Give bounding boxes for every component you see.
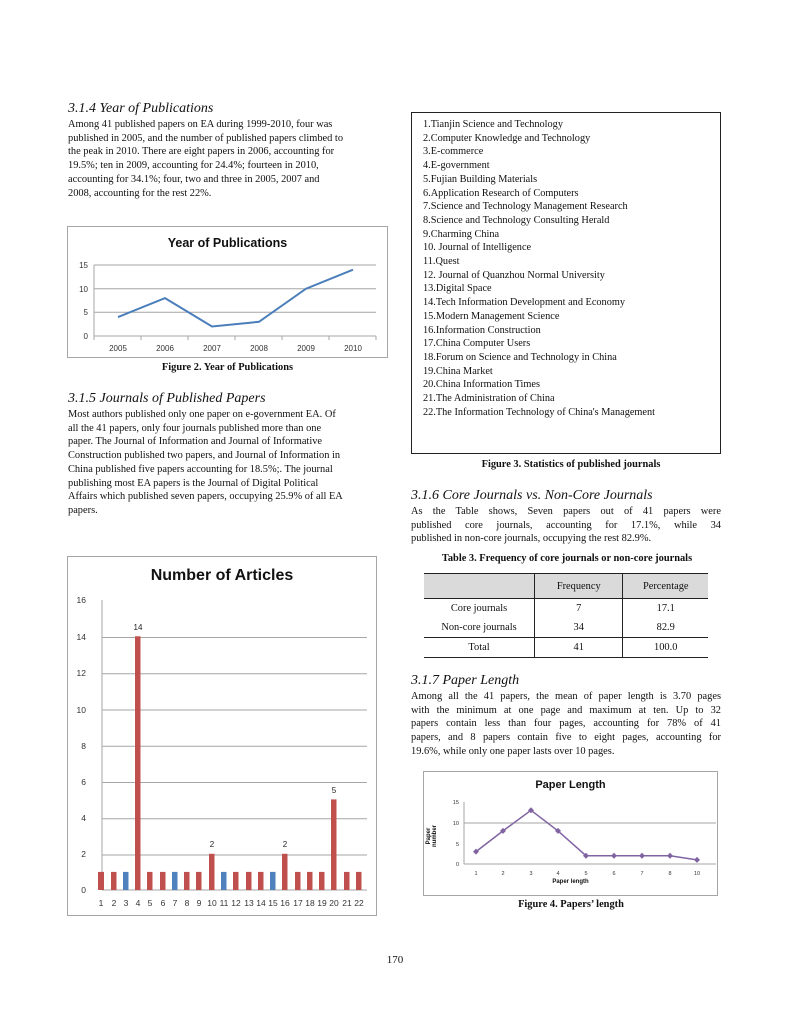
header-cell — [424, 574, 535, 599]
chart-title: Paper Length — [535, 779, 606, 791]
svg-text:1: 1 — [474, 871, 478, 877]
svg-text:8: 8 — [184, 898, 190, 908]
journal-item: 17.China Computer Users — [423, 338, 531, 350]
text-line: Affairs which published seven papers, occupying 25.9% of all EA — [68, 491, 343, 503]
line-chart-plot — [424, 772, 717, 895]
svg-text:16: 16 — [280, 898, 290, 908]
data-markers — [473, 807, 700, 863]
svg-text:13: 13 — [244, 898, 254, 908]
svg-text:16: 16 — [76, 595, 86, 605]
journal-item: 22.The Information Technology of China's Management — [423, 406, 655, 418]
svg-text:19: 19 — [317, 898, 327, 908]
journal-item: 21.The Administration of China — [423, 393, 555, 405]
svg-text:2: 2 — [81, 849, 86, 859]
journal-item: 9.Charming China — [423, 228, 500, 240]
svg-text:14: 14 — [256, 898, 266, 908]
svg-text:7: 7 — [172, 898, 178, 908]
journal-item: 12. Journal of Quanzhou Normal University — [423, 269, 605, 281]
svg-text:4: 4 — [556, 871, 560, 877]
svg-text:0: 0 — [455, 862, 459, 868]
row-label: Total — [424, 638, 535, 658]
section-heading-3-1-6: 3.1.6 Core Journals vs. Non-Core Journals — [411, 488, 653, 503]
svg-text:5: 5 — [331, 786, 337, 795]
section-heading-3-1-5: 3.1.5 Journals of Published Papers — [68, 391, 266, 406]
year-of-publications-chart — [67, 226, 388, 358]
paper-length-chart — [423, 771, 718, 896]
cell: 41 — [535, 638, 623, 658]
svg-text:6: 6 — [612, 871, 616, 877]
svg-text:15: 15 — [79, 261, 88, 270]
paragraph-3-1-6 — [411, 505, 721, 546]
cell: 82.9 — [656, 622, 675, 633]
table-header-row — [424, 574, 708, 599]
svg-text:10: 10 — [79, 285, 88, 294]
text-line: China published five papers accounting for 18.5%;. The journal — [68, 463, 333, 475]
svg-text:4: 4 — [135, 898, 141, 908]
svg-text:5: 5 — [83, 308, 88, 317]
journal-item: 20.China Information Times — [423, 379, 540, 391]
journal-item: 1.Tianjin Science and Technology — [423, 119, 563, 130]
text-line: all the 41 papers, only four journals published more than one — [68, 422, 322, 434]
frequency-table — [424, 573, 708, 658]
svg-text:10: 10 — [452, 821, 459, 827]
journal-item: 16.Information Construction — [423, 324, 541, 336]
journal-list-box — [411, 112, 721, 454]
journal-item: 2.Computer Knowledge and Technology — [423, 132, 591, 144]
paragraph-3-1-4 — [68, 118, 380, 200]
section-heading-3-1-7: 3.1.7 Paper Length — [411, 673, 520, 688]
svg-text:11: 11 — [219, 898, 229, 908]
svg-text:6: 6 — [160, 898, 166, 908]
svg-text:10: 10 — [693, 871, 701, 877]
journal-item: 8.Science and Technology Consulting Herald — [423, 214, 610, 226]
figure-2-caption: Figure 2. Year of Publications — [161, 362, 294, 373]
svg-text:12: 12 — [76, 668, 86, 678]
page-number: 170 — [386, 954, 404, 966]
text-line: papers contain less than four pages, accounting for 78% of 41 — [411, 718, 721, 730]
svg-text:2: 2 — [209, 840, 215, 849]
journal-item: 11.Quest — [423, 256, 460, 268]
header-cell: Frequency — [535, 574, 623, 599]
y-axis-label: Paper number — [426, 825, 438, 848]
svg-text:2: 2 — [501, 871, 505, 877]
svg-text:20: 20 — [329, 898, 339, 908]
text-line: Among 41 published papers on EA during 1999-2010, four was — [68, 119, 333, 130]
journal-item: 13.Digital Space — [423, 283, 492, 295]
svg-text:3: 3 — [123, 898, 129, 908]
svg-text:2009: 2009 — [297, 344, 315, 353]
svg-text:14: 14 — [133, 623, 143, 632]
text-line: Construction published two papers, and Journal of Information in — [68, 450, 341, 462]
journal-item: 3.E-commerce — [423, 146, 484, 158]
chart-title: Year of Publications — [167, 236, 288, 250]
cell: 17.1 — [656, 603, 675, 614]
svg-text:2005: 2005 — [109, 344, 127, 353]
journal-item: 14.Tech Information Development and Economy — [423, 297, 626, 309]
table-row — [424, 638, 708, 658]
text-line: 19.6%, while only one paper lasts over 10 pages. — [411, 745, 615, 757]
header-cell: Percentage — [623, 574, 708, 599]
bars — [99, 636, 362, 890]
svg-text:4: 4 — [81, 813, 86, 823]
text-line: published in 2005, and the number of published papers climbed to — [68, 132, 344, 144]
svg-text:7: 7 — [640, 871, 644, 877]
section-heading-3-1-4: 3.1.4 Year of Publications — [68, 101, 214, 116]
text-line: Among all the 41 papers, the mean of paper length is 3.70 pages — [411, 691, 721, 702]
journal-item: 7.Science and Technology Management Research — [423, 201, 628, 213]
table-row — [424, 599, 708, 619]
journal-list — [423, 118, 655, 419]
svg-text:2010: 2010 — [344, 344, 362, 353]
bar-chart-plot — [68, 557, 376, 915]
svg-text:3: 3 — [529, 871, 533, 877]
row-label: Core journals — [424, 599, 535, 619]
x-axis-label: Paper length — [552, 879, 589, 885]
journal-item: 18.Forum on Science and Technology in China — [423, 351, 617, 363]
table-row — [424, 618, 708, 638]
line-chart-plot — [68, 227, 387, 357]
svg-text:0: 0 — [81, 885, 86, 895]
svg-text:21: 21 — [342, 898, 352, 908]
svg-text:5: 5 — [584, 871, 588, 877]
svg-text:17: 17 — [293, 898, 303, 908]
journal-item: 19.China Market — [423, 365, 493, 377]
text-line: with the minimum at one page and maximum at ten. Up to 32 — [411, 704, 721, 716]
svg-text:8: 8 — [81, 741, 86, 751]
cell: 100.0 — [654, 642, 678, 653]
text-line: 19.5%; ten in 2009, accounting for 24.4%; fourteen in 2010, — [68, 160, 319, 172]
figure-4-caption: Figure 4. Papers’ length — [518, 899, 624, 910]
text-line: published in non-core journals, occupying the rest 82.9%. — [411, 533, 652, 545]
text-line: papers. — [68, 504, 98, 516]
svg-text:12: 12 — [231, 898, 241, 908]
svg-text:2: 2 — [111, 898, 117, 908]
table-3-caption: Table 3. Frequency of core journals or non-core journals — [441, 553, 693, 564]
svg-text:18: 18 — [305, 898, 315, 908]
journal-item: 4.E-government — [423, 160, 490, 172]
svg-text:10: 10 — [207, 898, 217, 908]
svg-text:2: 2 — [282, 840, 288, 849]
svg-text:10: 10 — [76, 705, 86, 715]
paragraph-3-1-7 — [411, 690, 721, 759]
svg-text:5: 5 — [147, 898, 153, 908]
text-line: the peak in 2010. There are eight papers in 2006, accounting for — [68, 146, 335, 158]
svg-text:9: 9 — [196, 898, 202, 908]
paragraph-3-1-5 — [68, 408, 380, 518]
text-line: published core journals, accounting for 17.1%, while 34 — [411, 519, 721, 531]
journal-item: 6.Application Research of Computers — [423, 187, 579, 199]
svg-text:2007: 2007 — [203, 344, 221, 353]
journal-item: 15.Modern Management Science — [423, 310, 560, 322]
text-line: papers, and 8 papers contain five to eight pages, accounting for — [411, 732, 721, 744]
svg-text:6: 6 — [81, 777, 86, 787]
number-of-articles-chart — [67, 556, 377, 916]
svg-text:2006: 2006 — [156, 344, 174, 353]
chart-title: Number of Articles — [150, 567, 294, 584]
row-label: Non-core journals — [424, 618, 535, 638]
svg-text:2008: 2008 — [250, 344, 268, 353]
svg-text:15: 15 — [452, 800, 459, 806]
svg-text:5: 5 — [455, 842, 459, 848]
text-line: publishing most EA papers is the Journal of Digital Political — [68, 477, 319, 489]
svg-text:1: 1 — [98, 898, 104, 908]
journal-item: 5.Fujian Building Materials — [423, 173, 538, 185]
journal-item: 10. Journal of Intelligence — [423, 242, 532, 254]
text-line: Most authors published only one paper on e-government EA. Of — [68, 409, 336, 420]
svg-text:14: 14 — [76, 632, 86, 642]
svg-text:22: 22 — [354, 898, 364, 908]
svg-text:8: 8 — [668, 871, 672, 877]
cell: 34 — [535, 618, 623, 638]
text-line: accounting for 34.1%; four, two and three in 2005, 2007 and — [68, 173, 320, 185]
svg-text:0: 0 — [83, 332, 88, 341]
svg-text:15: 15 — [268, 898, 278, 908]
text-line: As the Table shows, Seven papers out of 41 papers were — [411, 506, 721, 517]
text-line: 2008, accounting for the rest 22%. — [68, 187, 212, 199]
text-line: paper. The Journal of Information and Journal of Informative — [68, 436, 323, 448]
cell: 7 — [535, 599, 623, 619]
figure-3-caption: Figure 3. Statistics of published journals — [481, 459, 661, 470]
